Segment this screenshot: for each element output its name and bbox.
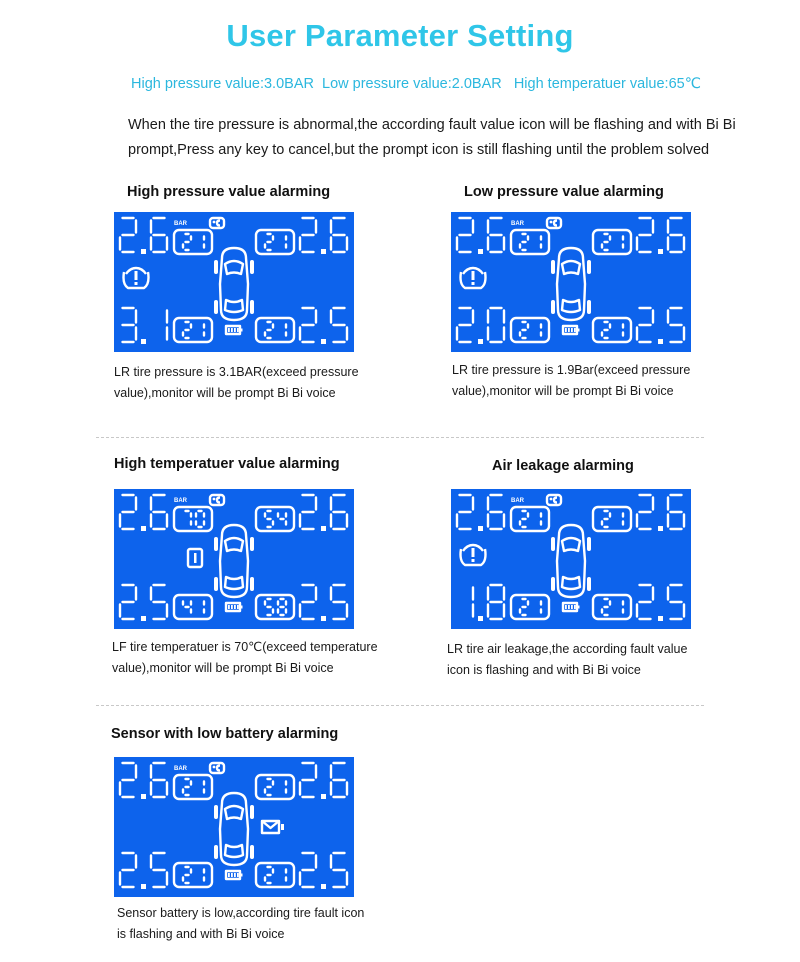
section-divider — [96, 705, 704, 706]
temperature-rear-right — [593, 595, 631, 619]
temperature-rear-right — [256, 595, 294, 619]
battery-indicator-icon — [563, 326, 580, 334]
segment-digit — [265, 511, 273, 527]
caption-line: icon is flashing and with Bi Bi voice — [447, 663, 641, 677]
lcd-display-high-temperature — [114, 489, 354, 629]
caption-low-pressure — [452, 360, 712, 402]
section-title-high-pressure: High pressure value alarming — [127, 184, 331, 200]
temperature-front-left — [511, 507, 549, 531]
temperature-rear-right — [256, 863, 294, 887]
car-outline-icon — [214, 248, 254, 320]
segment-digit — [151, 853, 167, 887]
temperature-unit-icon — [210, 763, 224, 773]
temperature-unit-icon — [210, 495, 224, 505]
segment-digit — [151, 218, 167, 252]
segment-digit — [637, 218, 653, 252]
pressure-front-left — [457, 218, 504, 254]
temperature-rear-left — [174, 318, 212, 342]
battery-indicator-icon — [226, 871, 243, 879]
segment-digit — [151, 585, 167, 619]
segment-digit — [186, 511, 192, 525]
segment-digit — [520, 511, 528, 527]
segment-digit — [637, 308, 653, 342]
caption-low-battery — [117, 903, 387, 945]
segment-digit — [637, 495, 653, 529]
temperature-front-right — [256, 507, 294, 531]
segment-digit — [265, 599, 273, 615]
temperature-front-left — [174, 230, 212, 254]
page-title: User Parameter Setting — [226, 18, 574, 53]
caption-line: Sensor battery is low,according tire fault icon — [117, 906, 365, 920]
pressure-front-right — [637, 218, 684, 254]
car-outline-icon — [214, 525, 254, 597]
caption-air-leakage — [447, 639, 717, 681]
caption-line: value),monitor will be prompt Bi Bi voice — [112, 661, 334, 675]
segment-digit — [668, 308, 684, 342]
car-outline-icon — [214, 793, 254, 865]
segment-digit — [120, 763, 136, 797]
tire-pressure-warning-icon — [461, 268, 486, 288]
parameter-values: High pressure value:3.0BAR Low pressure value:2.0BAR High temperatuer value:65℃ — [131, 76, 701, 92]
temperature-unit-icon — [210, 218, 224, 228]
caption-line: LR tire pressure is 1.9Bar(exceed pressure — [452, 363, 691, 377]
segment-digit — [183, 867, 191, 883]
segment-digit — [120, 585, 136, 619]
lcd-display-air-leakage — [451, 489, 691, 629]
temperature-unit-icon — [547, 495, 561, 505]
caption-line: value),monitor will be prompt Bi Bi voice — [452, 384, 674, 398]
section-title-air-leakage: Air leakage alarming — [492, 458, 634, 474]
segment-digit — [278, 514, 286, 525]
segment-digit — [520, 322, 528, 338]
segment-digit — [668, 495, 684, 529]
pressure-front-left — [457, 495, 504, 531]
pressure-rear-left — [120, 853, 167, 889]
segment-digit — [331, 585, 347, 619]
segment-digit — [488, 308, 504, 342]
segment-digit — [120, 495, 136, 529]
section-title-low-pressure: Low pressure value alarming — [464, 184, 664, 200]
segment-digit — [520, 234, 528, 250]
segment-digit — [300, 763, 316, 797]
segment-digit — [457, 495, 473, 529]
segment-digit — [331, 218, 347, 252]
temperature-front-left — [174, 775, 212, 799]
pressure-front-right — [300, 763, 347, 799]
pressure-front-right — [637, 495, 684, 531]
segment-digit — [331, 853, 347, 887]
pressure-rear-right — [300, 853, 347, 889]
segment-digit — [331, 495, 347, 529]
caption-line: is flashing and with Bi Bi voice — [117, 927, 285, 941]
caption-line: LR tire air leakage,the according fault value — [447, 642, 688, 656]
segment-digit — [300, 308, 316, 342]
segment-digit — [183, 234, 191, 250]
car-outline-icon — [551, 248, 591, 320]
segment-digit — [278, 599, 286, 615]
low-battery-icon — [262, 821, 284, 833]
lcd-display-low-battery — [114, 757, 354, 897]
temperature-rear-left — [174, 863, 212, 887]
segment-digit — [637, 585, 653, 619]
pressure-rear-right — [637, 308, 684, 344]
pressure-front-right — [300, 218, 347, 254]
segment-digit — [602, 234, 610, 250]
segment-digit — [488, 218, 504, 252]
caption-high-temperature — [112, 637, 382, 679]
tire-pressure-warning-icon — [461, 545, 486, 565]
segment-digit — [265, 322, 273, 338]
segment-digit — [265, 779, 273, 795]
caption-high-pressure — [114, 362, 374, 404]
segment-digit — [151, 495, 167, 529]
temperature-front-right — [593, 230, 631, 254]
temperature-rear-right — [593, 318, 631, 342]
segment-digit — [668, 218, 684, 252]
segment-digit — [300, 495, 316, 529]
pressure-unit-label: BAR — [511, 221, 524, 227]
segment-digit — [183, 779, 191, 795]
segment-digit — [457, 308, 473, 342]
pressure-rear-left — [473, 585, 504, 621]
segment-digit — [120, 853, 136, 887]
section-divider — [96, 437, 704, 438]
pressure-rear-left — [457, 308, 504, 344]
segment-digit — [300, 853, 316, 887]
pressure-unit-label: BAR — [511, 498, 524, 504]
temperature-unit-icon — [547, 218, 561, 228]
segment-digit — [488, 585, 504, 619]
high-temperature-icon — [188, 549, 202, 567]
caption-line: LF tire temperatuer is 70℃(exceed temperature — [112, 640, 378, 654]
pressure-front-left — [120, 218, 167, 254]
battery-indicator-icon — [226, 326, 243, 334]
caption-line: value),monitor will be prompt Bi Bi voice — [114, 386, 336, 400]
pressure-unit-label: BAR — [174, 221, 187, 227]
segment-digit — [265, 234, 273, 250]
tire-pressure-warning-icon — [124, 268, 149, 288]
pressure-unit-label: BAR — [174, 766, 187, 772]
pressure-rear-right — [637, 585, 684, 621]
section-title-low-battery: Sensor with low battery alarming — [111, 726, 339, 742]
intro-paragraph: When the tire pressure is abnormal,the according fault value icon will be flashing and with Bi Bi prompt,Press any key to cancel,but the prompt icon is still flashing until the problem solved — [128, 117, 736, 158]
pressure-unit-label: BAR — [174, 498, 187, 504]
segment-digit — [300, 218, 316, 252]
battery-indicator-icon — [226, 603, 243, 611]
temperature-rear-left — [511, 595, 549, 619]
segment-digit — [183, 602, 191, 613]
segment-digit — [196, 511, 204, 527]
pressure-rear-right — [300, 585, 347, 621]
temperature-rear-right — [256, 318, 294, 342]
temperature-front-left — [174, 507, 212, 531]
segment-digit — [520, 599, 528, 615]
segment-digit — [602, 322, 610, 338]
temperature-front-left — [511, 230, 549, 254]
segment-digit — [123, 308, 137, 342]
temperature-front-right — [256, 775, 294, 799]
section-title-high-temperature: High temperatuer value alarming — [114, 456, 340, 472]
segment-digit — [602, 599, 610, 615]
segment-digit — [457, 218, 473, 252]
temperature-rear-left — [174, 595, 212, 619]
segment-digit — [151, 763, 167, 797]
battery-indicator-icon — [563, 603, 580, 611]
temperature-front-right — [256, 230, 294, 254]
segment-digit — [668, 585, 684, 619]
segment-digit — [331, 763, 347, 797]
segment-digit — [488, 495, 504, 529]
pressure-rear-right — [300, 308, 347, 344]
segment-digit — [265, 867, 273, 883]
segment-digit — [300, 585, 316, 619]
car-outline-icon — [551, 525, 591, 597]
segment-digit — [183, 322, 191, 338]
lcd-display-low-pressure — [451, 212, 691, 352]
pressure-rear-left — [120, 585, 167, 621]
pressure-front-right — [300, 495, 347, 531]
segment-digit — [331, 308, 347, 342]
pressure-rear-left — [123, 308, 168, 344]
caption-line: LR tire pressure is 3.1BAR(exceed pressure — [114, 365, 359, 379]
segment-digit — [120, 218, 136, 252]
lcd-display-high-pressure — [114, 212, 354, 352]
pressure-front-left — [120, 763, 167, 799]
segment-digit — [602, 511, 610, 527]
pressure-front-left — [120, 495, 167, 531]
temperature-front-right — [593, 507, 631, 531]
temperature-rear-left — [511, 318, 549, 342]
